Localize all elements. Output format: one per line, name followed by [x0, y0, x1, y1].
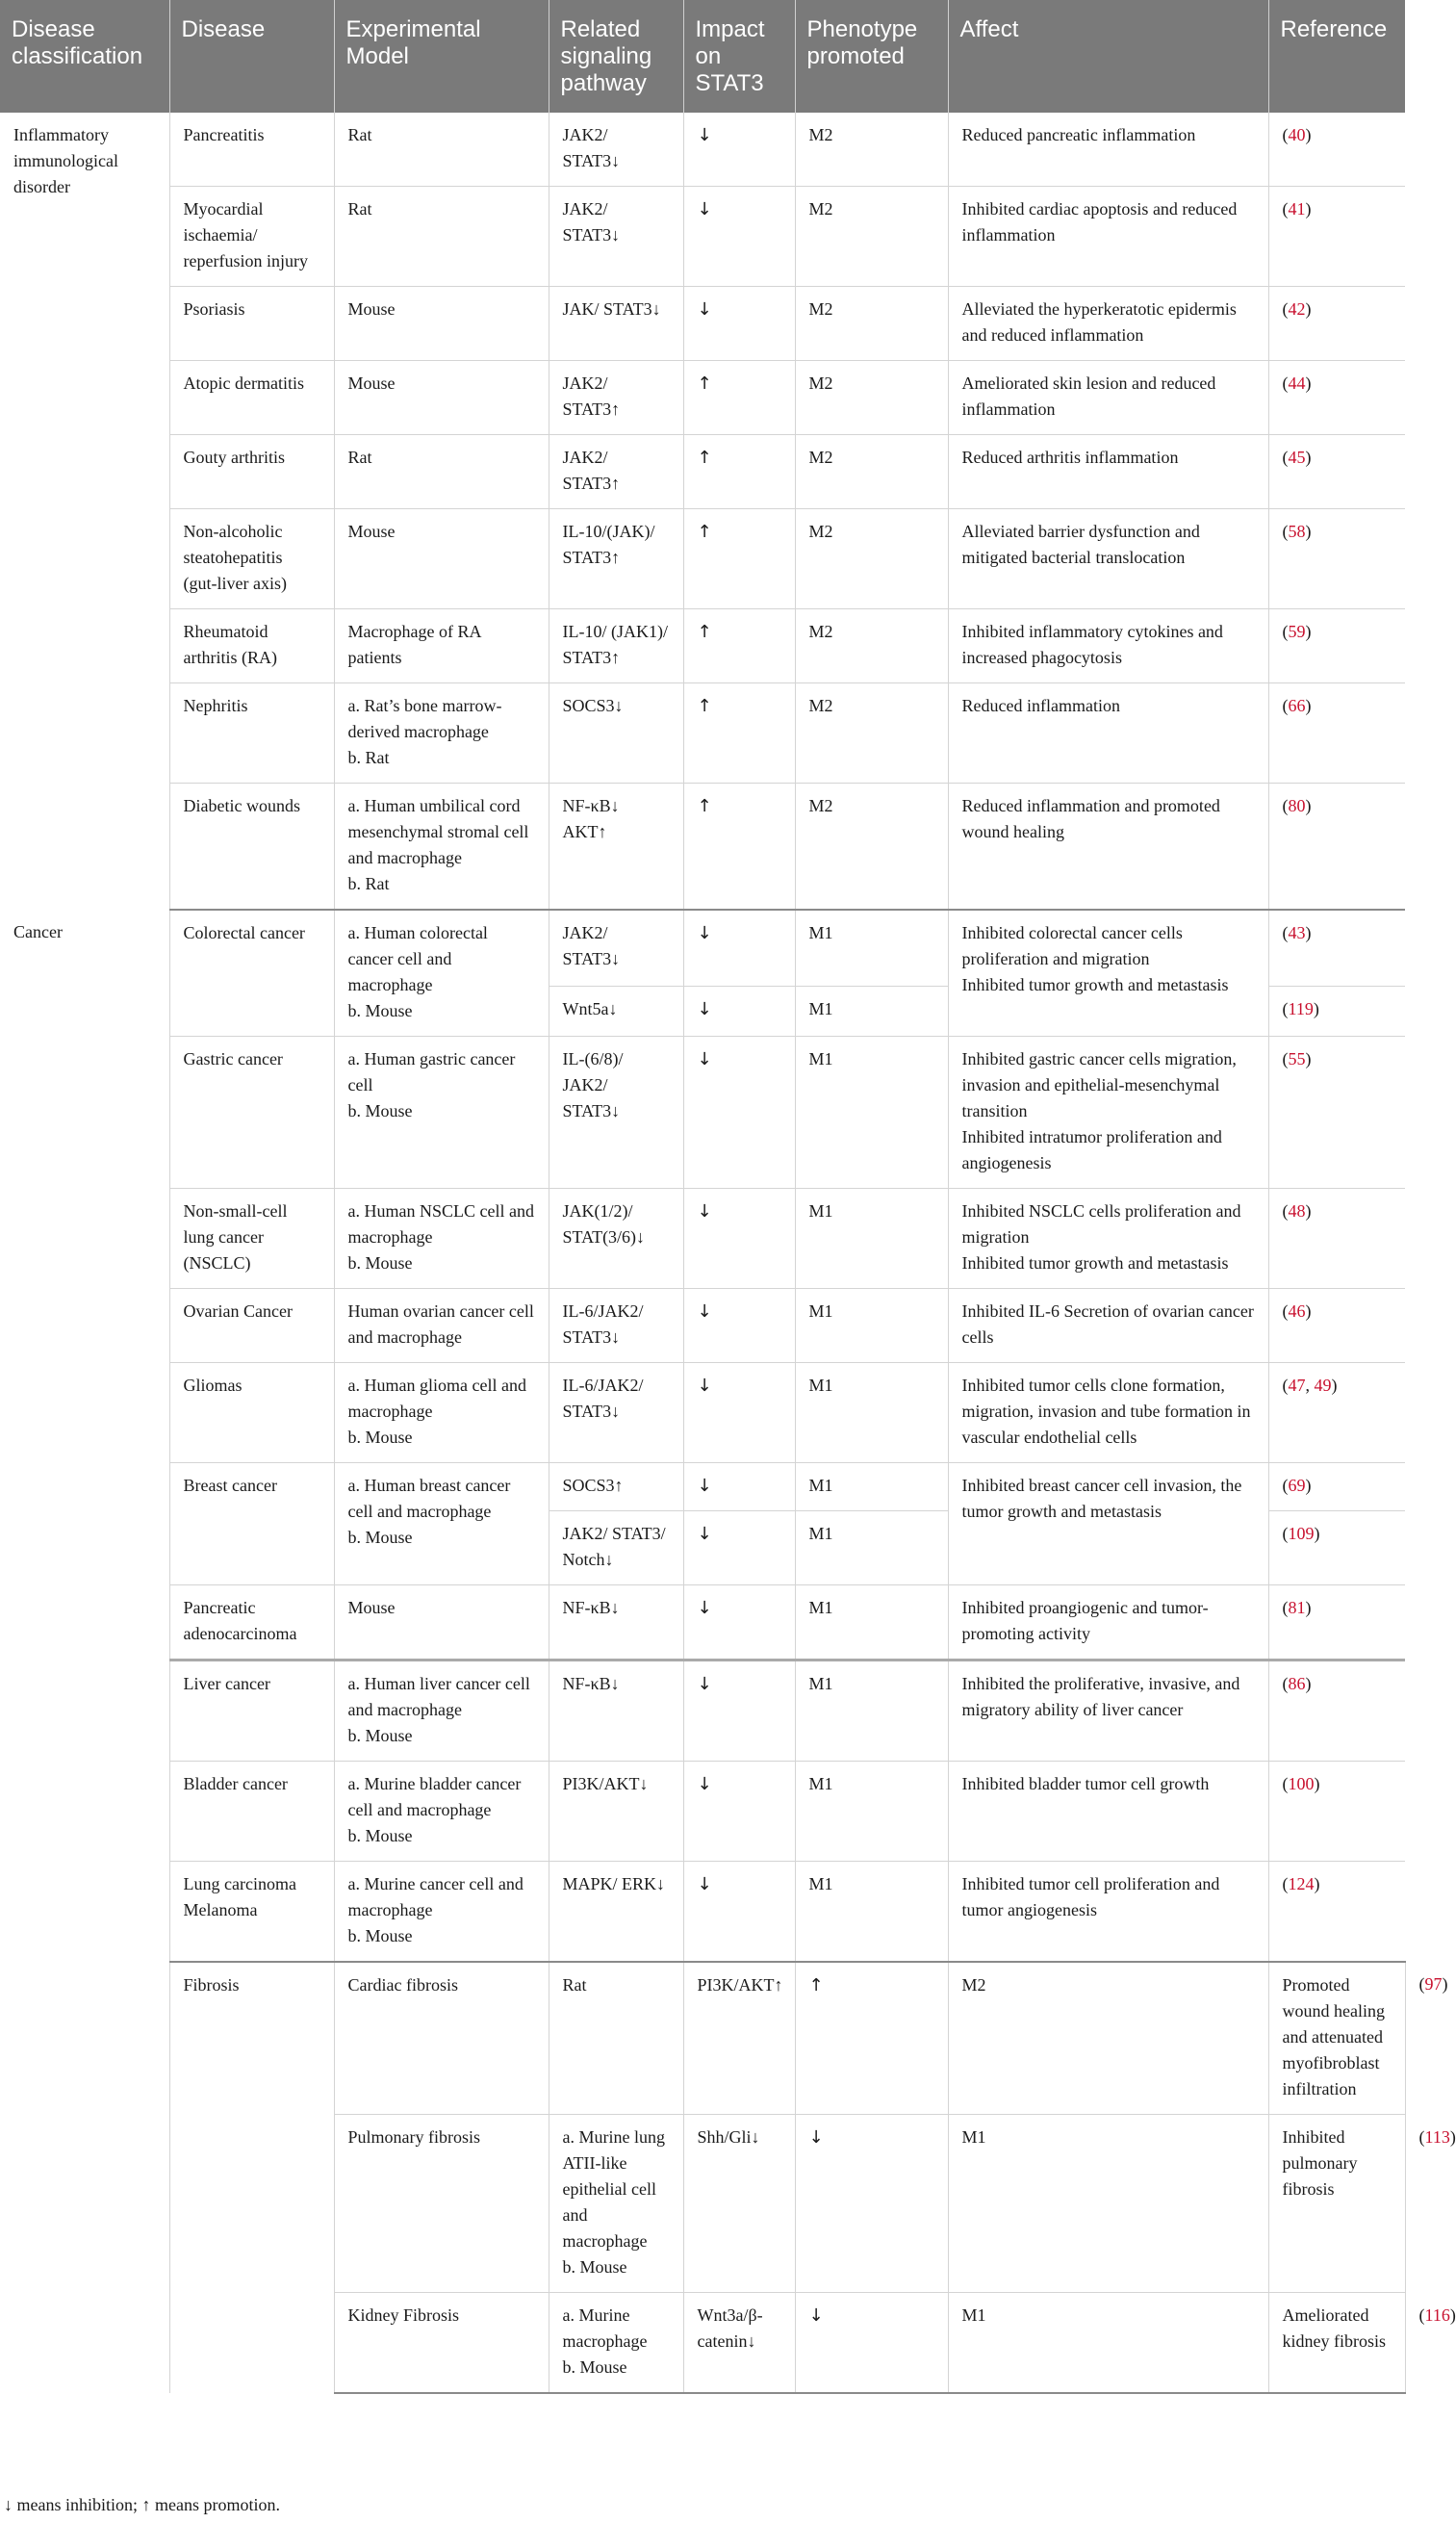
affect-cell: Inhibited proangiogenic and tumor-promoting activity [948, 1585, 1268, 1661]
reference-link[interactable]: 69 [1288, 1476, 1306, 1495]
pathway-cell: IL-(6/8)/ JAK2/ STAT3↓ [549, 1037, 683, 1189]
reference-link[interactable]: 66 [1288, 696, 1306, 715]
model-line: b. Mouse [347, 1101, 413, 1120]
affect-cell [948, 1189, 1268, 1289]
phenotype-cell: M2 [795, 113, 948, 187]
table-row [0, 910, 1405, 987]
phenotype-cell: M1 [795, 1862, 948, 1963]
model-line: b. Mouse [347, 1528, 413, 1547]
pathway-cell: SOCS3↓ [549, 683, 683, 784]
affect-line: Inhibited tumor growth and metastasis [961, 1253, 1229, 1273]
affect-cell: Inhibited pulmonary fibrosis [1268, 2115, 1405, 2293]
disease-cell: Myocardial ischaemia/ reperfusion injury [169, 187, 334, 287]
impact-cell: ↑ [683, 509, 795, 609]
pathway-cell [549, 784, 683, 911]
reference-link[interactable]: 46 [1288, 1301, 1306, 1321]
reference-link[interactable]: 49 [1314, 1376, 1332, 1395]
header-experimental-model: Experimental Model [334, 0, 549, 113]
model-cell [334, 1189, 549, 1289]
impact-cell: ↓ [683, 113, 795, 187]
affect-cell: Inhibited tumor cells clone formation, migration, invasion and tube formation in vascular endothelial cells [948, 1363, 1268, 1463]
header-signaling-pathway: Related signaling pathway [549, 0, 683, 113]
pathway-cell: JAK2/ STAT3↓ [549, 113, 683, 187]
impact-cell: ↑ [795, 1962, 948, 2115]
reference-link[interactable]: 97 [1424, 1974, 1443, 1994]
phenotype-cell: M1 [795, 1363, 948, 1463]
impact-cell: ↓ [683, 1463, 795, 1511]
table-row [0, 509, 1405, 609]
reference-cell: (42) [1268, 287, 1405, 361]
pathway-cell: IL-10/(JAK)/ STAT3↑ [549, 509, 683, 609]
impact-cell: ↓ [683, 1037, 795, 1189]
model-cell: Rat [334, 113, 549, 187]
reference-link[interactable]: 124 [1288, 1874, 1315, 1893]
reference-cell: (109) [1268, 1511, 1405, 1585]
model-line: b. Mouse [347, 1253, 413, 1273]
model-line: b. Mouse [347, 1726, 413, 1745]
table-row [0, 187, 1405, 287]
group-fibrosis: Fibrosis [169, 1962, 334, 2393]
disease-cell: Cardiac fibrosis [334, 1962, 549, 2115]
pathway-line: NF-κB↓ [562, 796, 620, 815]
model-cell [549, 2115, 683, 2293]
disease-cell: Gastric cancer [169, 1037, 334, 1189]
model-cell [334, 1363, 549, 1463]
affect-cell: Inhibited IL-6 Secretion of ovarian cancer cells [948, 1289, 1268, 1363]
pathway-cell: IL-10/ (JAK1)/ STAT3↑ [549, 609, 683, 683]
model-cell [334, 1661, 549, 1762]
affect-cell [948, 910, 1268, 1037]
model-line: a. Murine macrophage [562, 2305, 648, 2351]
pathway-cell: JAK2/ STAT3↓ [549, 910, 683, 987]
model-line: b. Mouse [562, 2357, 627, 2377]
pathway-cell: JAK2/ STAT3↑ [549, 435, 683, 509]
header-row [0, 0, 1405, 113]
affect-cell: Inhibited cardiac apoptosis and reduced inflammation [948, 187, 1268, 287]
model-cell: Rat [334, 187, 549, 287]
model-line: a. Human colorectal cancer cell and macrophage [347, 923, 488, 994]
phenotype-cell: M1 [948, 2293, 1268, 2394]
table-row [0, 609, 1405, 683]
reference-cell: (86) [1268, 1661, 1405, 1762]
model-line: a. Rat’s bone marrow-derived macrophage [347, 696, 502, 741]
pathway-cell: Wnt3a/β-catenin↓ [683, 2293, 795, 2394]
model-cell: Rat [334, 435, 549, 509]
model-line: a. Murine cancer cell and macrophage [347, 1874, 524, 1919]
pathway-cell: Shh/Gli↓ [683, 2115, 795, 2293]
model-cell: Macrophage of RA patients [334, 609, 549, 683]
reference-cell: (124) [1268, 1862, 1405, 1963]
reference-link[interactable]: 42 [1288, 299, 1306, 319]
pathway-cell: MAPK/ ERK↓ [549, 1862, 683, 1963]
table-row [0, 1661, 1405, 1762]
phenotype-cell: M2 [795, 683, 948, 784]
pathway-line: AKT↑ [562, 822, 607, 841]
disease-cell: Pancreatitis [169, 113, 334, 187]
model-cell [334, 1862, 549, 1963]
phenotype-cell: M1 [795, 1511, 948, 1585]
disease-cell: Psoriasis [169, 287, 334, 361]
affect-line: Inhibited intratumor proliferation and angiogenesis [961, 1127, 1222, 1172]
reference-link[interactable]: 58 [1288, 522, 1306, 541]
disease-cell: Rheumatoid arthritis (RA) [169, 609, 334, 683]
table-row [0, 287, 1405, 361]
phenotype-cell: M1 [795, 1661, 948, 1762]
disease-cell: Atopic dermatitis [169, 361, 334, 435]
group-inflammatory: Inflammatory immunological disorder [0, 113, 169, 910]
model-line: a. Human glioma cell and macrophage [347, 1376, 526, 1421]
pathway-cell: JAK2/ STAT3/ Notch↓ [549, 1511, 683, 1585]
affect-line: Inhibited tumor growth and metastasis [961, 975, 1229, 994]
reference-cell: (58) [1268, 509, 1405, 609]
header-affect: Affect [948, 0, 1268, 113]
affect-cell: Ameliorated kidney fibrosis [1268, 2293, 1405, 2394]
impact-cell: ↓ [683, 987, 795, 1037]
reference-link[interactable]: 59 [1288, 622, 1306, 641]
affect-cell: Promoted wound healing and attenuated myofibroblast infiltration [1268, 1962, 1405, 2115]
reference-link[interactable]: 40 [1288, 125, 1306, 144]
disease-cell [169, 1862, 334, 1963]
disease-cell: Liver cancer [169, 1661, 334, 1762]
header-reference: Reference [1268, 0, 1405, 113]
phenotype-cell: M2 [795, 287, 948, 361]
disease-cell: Bladder cancer [169, 1762, 334, 1862]
reference-cell: (59) [1268, 609, 1405, 683]
reference-cell: (100) [1268, 1762, 1405, 1862]
reference-cell: (44) [1268, 361, 1405, 435]
table-row [0, 361, 1405, 435]
disease-line: Melanoma [183, 1900, 258, 1919]
phenotype-cell: M1 [948, 2115, 1268, 2293]
phenotype-cell: M2 [795, 187, 948, 287]
table-row [0, 1463, 1405, 1511]
table-row [0, 1585, 1405, 1661]
table-row [0, 1862, 1405, 1963]
affect-cell: Reduced inflammation and promoted wound healing [948, 784, 1268, 911]
table-row [0, 683, 1405, 784]
reference-link[interactable]: 113 [1424, 2127, 1450, 2147]
impact-cell: ↑ [683, 361, 795, 435]
disease-cell: Pulmonary fibrosis [334, 2115, 549, 2293]
model-line: a. Murine bladder cancer cell and macrophage [347, 1774, 522, 1819]
pathway-cell: JAK2/ STAT3↑ [549, 361, 683, 435]
affect-cell: Reduced arthritis inflammation [948, 435, 1268, 509]
disease-line: Lung carcinoma [183, 1874, 296, 1893]
reference-cell: (40) [1268, 113, 1405, 187]
reference-link[interactable]: 55 [1288, 1049, 1306, 1068]
disease-cell: Non-alcoholic steatohepatitis (gut-liver axis) [169, 509, 334, 609]
reference-cell: (46) [1268, 1289, 1405, 1363]
affect-line: Inhibited gastric cancer cells migration, invasion and epithelial-mesenchymal transition [961, 1049, 1237, 1120]
pathway-cell: JAK(1/2)/ STAT(3/6)↓ [549, 1189, 683, 1289]
impact-cell: ↓ [683, 1762, 795, 1862]
reference-cell: (81) [1268, 1585, 1405, 1661]
impact-cell: ↓ [683, 1585, 795, 1661]
affect-cell: Inhibited breast cancer cell invasion, the tumor growth and metastasis [948, 1463, 1268, 1585]
impact-cell: ↓ [683, 910, 795, 987]
table-row [0, 1363, 1405, 1463]
reference-cell: (43) [1268, 910, 1405, 987]
affect-cell: Reduced inflammation [948, 683, 1268, 784]
table-footnote: ↓ means inhibition; ↑ means promotion. [4, 2495, 280, 2514]
disease-cell: Ovarian Cancer [169, 1289, 334, 1363]
disease-cell: Diabetic wounds [169, 784, 334, 911]
phenotype-cell: M1 [795, 910, 948, 987]
model-line: b. Rat [347, 748, 390, 767]
disease-cell: Kidney Fibrosis [334, 2293, 549, 2394]
phenotype-cell: M1 [795, 1037, 948, 1189]
table-row [0, 1189, 1405, 1289]
affect-cell: Inhibited inflammatory cytokines and increased phagocytosis [948, 609, 1268, 683]
header-impact-on-stat3: Impact on STAT3 [683, 0, 795, 113]
model-cell: Human ovarian cancer cell and macrophage [334, 1289, 549, 1363]
pathway-cell: JAK2/ STAT3↓ [549, 187, 683, 287]
reference-cell: (47, 49) [1268, 1363, 1405, 1463]
impact-cell: ↓ [683, 1661, 795, 1762]
model-line: a. Human gastric cancer cell [347, 1049, 516, 1094]
phenotype-cell: M2 [948, 1962, 1268, 2115]
model-line: a. Human NSCLC cell and macrophage [347, 1201, 534, 1247]
reference-cell: (45) [1268, 435, 1405, 509]
model-cell [334, 910, 549, 1037]
reference-cell: (55) [1268, 1037, 1405, 1189]
affect-cell: Inhibited bladder tumor cell growth [948, 1762, 1268, 1862]
model-line: b. Mouse [347, 1926, 413, 1945]
pathway-cell: SOCS3↑ [549, 1463, 683, 1511]
reference-link[interactable]: 41 [1288, 199, 1306, 219]
model-line: b. Mouse [347, 1428, 413, 1447]
phenotype-cell: M2 [795, 435, 948, 509]
disease-cell: Pancreatic adenocarcinoma [169, 1585, 334, 1661]
affect-cell: Ameliorated skin lesion and reduced inflammation [948, 361, 1268, 435]
impact-cell: ↑ [683, 609, 795, 683]
pathway-cell: NF-κB↓ [549, 1661, 683, 1762]
impact-cell: ↓ [683, 1363, 795, 1463]
impact-cell: ↓ [683, 1862, 795, 1963]
model-cell [334, 1762, 549, 1862]
pathway-cell: PI3K/AKT↑ [683, 1962, 795, 2115]
disease-cell: Gliomas [169, 1363, 334, 1463]
reference-link[interactable]: 47 [1288, 1376, 1306, 1395]
table-row [0, 113, 1405, 187]
affect-cell: Inhibited the proliferative, invasive, and migratory ability of liver cancer [948, 1661, 1268, 1762]
table-row [0, 784, 1405, 911]
table-row [0, 1762, 1405, 1862]
model-cell: Mouse [334, 509, 549, 609]
reference-link[interactable]: 100 [1288, 1774, 1315, 1793]
pathway-cell: NF-κB↓ [549, 1585, 683, 1661]
impact-cell: ↓ [683, 287, 795, 361]
table-row: Kidney Fibrosis a. Murine macrophage b. Mouse Wnt3a/β-catenin↓ ↓ M1 Ameliorated kidney fibrosis (116) [0, 2293, 1405, 2394]
impact-cell: ↓ [683, 1289, 795, 1363]
model-cell: Mouse [334, 361, 549, 435]
group-cancer: Cancer [0, 910, 169, 2393]
table-row: Fibrosis Cardiac fibrosis Rat PI3K/AKT↑ ↑ M2 Promoted wound healing and attenuated myofibroblast infiltration (97) [0, 1962, 1405, 2115]
affect-cell: Alleviated the hyperkeratotic epidermis and reduced inflammation [948, 287, 1268, 361]
reference-link[interactable]: 43 [1288, 923, 1306, 942]
reference-cell: (119) [1268, 987, 1405, 1037]
disease-cell: Nephritis [169, 683, 334, 784]
phenotype-cell: M1 [795, 987, 948, 1037]
model-cell [549, 2293, 683, 2394]
disease-cell: Breast cancer [169, 1463, 334, 1585]
model-line: b. Mouse [562, 2257, 627, 2277]
model-line: a. Human breast cancer cell and macrophage [347, 1476, 511, 1521]
phenotype-cell: M1 [795, 1762, 948, 1862]
table-row: Pulmonary fibrosis a. Murine lung ATII-like epithelial cell and macrophage b. Mouse Shh/Gli↓ ↓ M1 Inhibited pulmonary fibrosis (113) [0, 2115, 1405, 2293]
reference-cell: (41) [1268, 187, 1405, 287]
affect-cell: Reduced pancreatic inflammation [948, 113, 1268, 187]
model-cell: Mouse [334, 1585, 549, 1661]
affect-cell: Inhibited tumor cell proliferation and tumor angiogenesis [948, 1862, 1268, 1963]
model-line: a. Murine lung ATII-like epithelial cell and macrophage [562, 2127, 665, 2251]
header-disease: Disease [169, 0, 334, 113]
pathway-cell: IL-6/JAK2/ STAT3↓ [549, 1289, 683, 1363]
model-line: b. Mouse [347, 1826, 413, 1845]
disease-cell: Colorectal cancer [169, 910, 334, 1037]
impact-cell: ↑ [683, 683, 795, 784]
reference-link[interactable]: 44 [1288, 373, 1306, 393]
model-line: b. Rat [347, 874, 390, 893]
model-line: a. Human liver cancer cell and macrophage [347, 1674, 530, 1719]
reference-cell: (69) [1268, 1463, 1405, 1511]
impact-cell: ↑ [683, 435, 795, 509]
phenotype-cell: M1 [795, 1585, 948, 1661]
reference-link[interactable]: 48 [1288, 1201, 1306, 1221]
table-row [0, 1037, 1405, 1189]
pathway-cell: IL-6/JAK2/ STAT3↓ [549, 1363, 683, 1463]
reference-link[interactable]: 80 [1288, 796, 1306, 815]
affect-line: Inhibited NSCLC cells proliferation and migration [961, 1201, 1241, 1247]
reference-link[interactable]: 45 [1288, 448, 1306, 467]
model-cell [334, 683, 549, 784]
reference-link[interactable]: 109 [1288, 1524, 1315, 1543]
model-cell [334, 1037, 549, 1189]
impact-cell: ↓ [795, 2293, 948, 2394]
model-cell: Mouse [334, 287, 549, 361]
impact-cell: ↓ [795, 2115, 948, 2293]
reference-link[interactable]: 86 [1288, 1674, 1306, 1693]
reference-link[interactable]: 116 [1424, 2305, 1450, 2325]
phenotype-cell: M2 [795, 509, 948, 609]
table-row [0, 435, 1405, 509]
reference-cell: (48) [1268, 1189, 1405, 1289]
model-cell: Rat [549, 1962, 683, 2115]
phenotype-cell: M1 [795, 1463, 948, 1511]
pathway-cell: Wnt5a↓ [549, 987, 683, 1037]
reference-cell: (80) [1268, 784, 1405, 911]
affect-cell [948, 1037, 1268, 1189]
model-line: b. Mouse [347, 1001, 413, 1020]
phenotype-cell: M2 [795, 784, 948, 911]
impact-cell: ↓ [683, 1189, 795, 1289]
header-disease-classification: Disease classification [0, 0, 169, 113]
reference-cell: (66) [1268, 683, 1405, 784]
reference-link[interactable]: 119 [1288, 999, 1314, 1019]
table-row [0, 1289, 1405, 1363]
impact-cell: ↓ [683, 1511, 795, 1585]
phenotype-cell: M1 [795, 1189, 948, 1289]
reference-link[interactable]: 81 [1288, 1598, 1306, 1617]
disease-cell: Gouty arthritis [169, 435, 334, 509]
pathway-cell: JAK/ STAT3↓ [549, 287, 683, 361]
impact-cell: ↓ [683, 187, 795, 287]
impact-cell: ↑ [683, 784, 795, 911]
affect-line: Inhibited colorectal cancer cells proliferation and migration [961, 923, 1183, 968]
phenotype-cell: M2 [795, 361, 948, 435]
reference-separator: , [1305, 1376, 1315, 1395]
phenotype-cell: M1 [795, 1289, 948, 1363]
model-cell [334, 784, 549, 911]
affect-cell: Alleviated barrier dysfunction and mitigated bacterial translocation [948, 509, 1268, 609]
header-phenotype-promoted: Phenotype promoted [795, 0, 948, 113]
phenotype-cell: M2 [795, 609, 948, 683]
model-cell [334, 1463, 549, 1585]
disease-cell: Non-small-cell lung cancer (NSCLC) [169, 1189, 334, 1289]
model-line: a. Human umbilical cord mesenchymal stromal cell and macrophage [347, 796, 529, 867]
pathway-cell: PI3K/AKT↓ [549, 1762, 683, 1862]
